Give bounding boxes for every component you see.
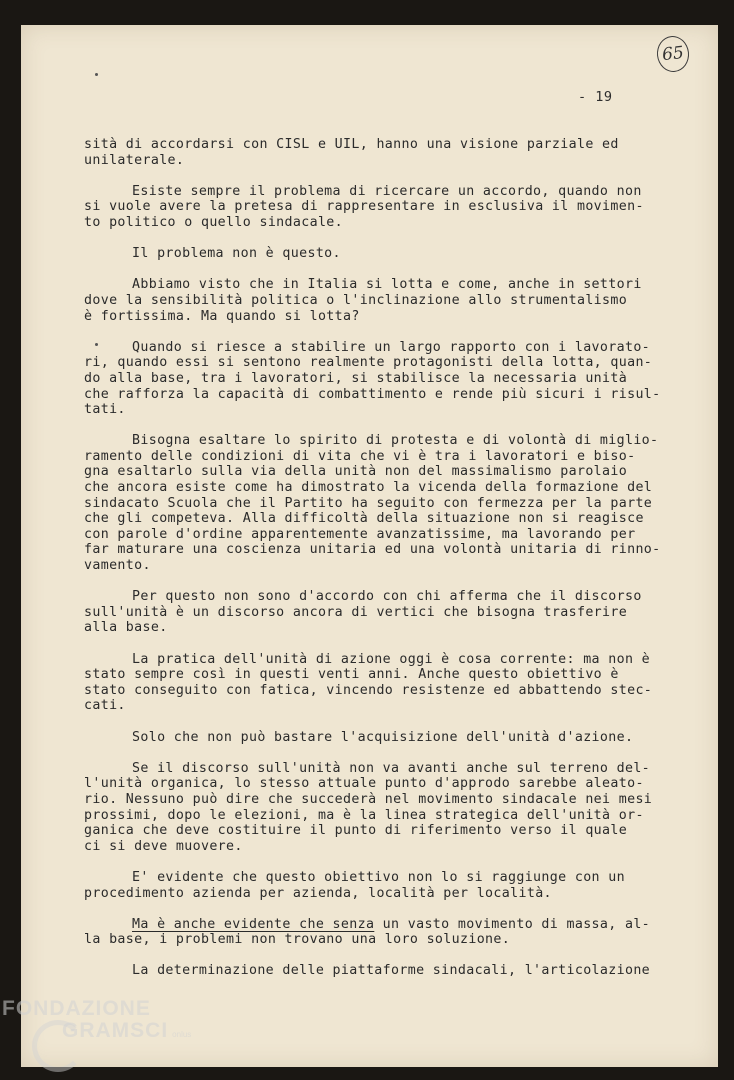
text-line: Esiste sempre il problema di ricercare un accordo, quando non — [132, 183, 642, 199]
paragraph — [84, 184, 654, 231]
paragraph — [84, 589, 654, 636]
text-line: sindacato Scuola che il Partito ha seguito con fermezza per la parte — [84, 495, 653, 511]
text-line: La determinazione delle piattaforme sindacali, l'articolazione — [132, 963, 651, 979]
text-line: alla base. — [84, 620, 168, 636]
archive-stamp: 65 — [655, 34, 691, 73]
text-line: che gli competeva. Alla difficoltà della situazione non si reagisce — [84, 511, 644, 527]
text-line: ri, quando essi si sentono realmente protagonisti della lotta, quan- — [84, 355, 653, 371]
text-line: Il problema non è questo. — [132, 246, 341, 262]
text-line: stato conseguito con fatica, vincendo resistenze ed abbattendo stec- — [84, 682, 653, 698]
text-line: che rafforza la capacità di combattimento e rende più sicuri i risul- — [84, 386, 661, 402]
text-line: far maturare una coscienza unitaria ed una volontà unitaria di rinno- — [84, 542, 661, 558]
paragraph — [84, 246, 654, 262]
text-line: la base, i problemi non trovano una loro soluzione. — [84, 932, 511, 948]
text-line: procedimento azienda per azienda, località per località. — [84, 885, 552, 901]
watermark-line2-text: GRAMSCI — [62, 1019, 169, 1042]
text-line: è fortissima. Ma quando si lotta? — [84, 308, 360, 324]
paragraph — [84, 652, 654, 714]
text-line: dove la sensibilità politica o l'inclinazione allo strumentalismo — [84, 292, 628, 308]
text-line: to politico o quello sindacale. — [84, 214, 344, 230]
text-line: E' evidente che questo obiettivo non lo si raggiunge con un — [132, 869, 625, 885]
paragraph — [84, 870, 654, 901]
text-line: prossimi, dopo le elezioni, ma è la linea strategica dell'unità or- — [84, 807, 644, 823]
text-line: sità di accordarsi con CISL e UIL, hanno una visione parziale ed — [84, 137, 619, 152]
paragraph — [84, 917, 654, 948]
text-line: Abbiamo visto che in Italia si lotta e come, anche in settori — [132, 277, 642, 293]
text-line: ci si deve muovere. — [84, 838, 243, 854]
text-line — [84, 917, 654, 933]
text-line: ganica che deve costituire il punto di riferimento verso il quale — [84, 823, 628, 839]
text-line: Per questo non sono d'accordo con chi afferma che il discorso — [132, 589, 642, 605]
paragraph — [84, 433, 661, 574]
watermark-sub: onlus — [172, 1030, 192, 1039]
paragraph — [84, 339, 661, 418]
paragraph — [84, 277, 654, 324]
text-line: sull'unità è un discorso ancora di vertici che bisogna trasferire — [84, 604, 628, 620]
text-line: La pratica dell'unità di azione oggi è cosa corrente: ma non è — [132, 651, 651, 667]
body-text — [84, 137, 661, 995]
watermark-line2 — [2, 1020, 191, 1046]
text-line: stato sempre così in questi venti anni. Anche questo obiettivo è — [84, 667, 619, 683]
text-run: un vasto movimento di massa, al- — [374, 916, 651, 932]
text-line: tati. — [84, 402, 126, 418]
text-line: con parole d'ordine apparentemente avanzatissime, ma lavorando per — [84, 526, 636, 542]
text-line: Solo che non può bastare l'acquisizione dell'unità d'azione. — [132, 729, 634, 745]
text-line: do alla base, tra i lavoratori, si stabilisce la necessaria unità — [84, 370, 628, 386]
paragraph — [84, 963, 654, 979]
watermark-line1: FONDAZIONE — [2, 997, 151, 1020]
text-line: Quando si riesce a stabilire un largo rapporto con i lavorato- — [132, 339, 651, 355]
text-line: l'unità organica, lo stesso attuale punto d'approdo sarebbe aleato- — [84, 776, 644, 792]
text-line: unilaterale. — [84, 152, 185, 168]
text-line: che ancora esiste come ha dimostrato la vicenda della formazione del — [84, 480, 653, 496]
paragraph — [84, 137, 654, 168]
paragraph — [84, 730, 654, 746]
page-number: - 19 — [578, 89, 613, 105]
text-line: si vuole avere la pretesa di rappresentare in esclusiva il movimen- — [84, 199, 644, 215]
margin-mark — [95, 73, 98, 76]
paragraph — [84, 761, 654, 855]
text-line: vamento. — [84, 558, 151, 574]
text-line: Se il discorso sull'unità non va avanti anche sul terreno del- — [132, 760, 651, 776]
watermark — [2, 998, 191, 1046]
text-line: cati. — [84, 698, 126, 714]
underlined-text: Ma è anche evidente che senza — [132, 916, 375, 932]
text-line: Bisogna esaltare lo spirito di protesta e di volontà di miglio- — [132, 433, 659, 449]
text-line: gna esaltarlo sulla via della unità non del massimalismo parolaio — [84, 464, 628, 480]
text-line: ramento delle condizioni di vita che vi è tra i lavoratori e biso- — [84, 448, 636, 464]
text-line: rio. Nessuno può dire che succederà nel movimento sindacale nei mesi — [84, 791, 653, 807]
